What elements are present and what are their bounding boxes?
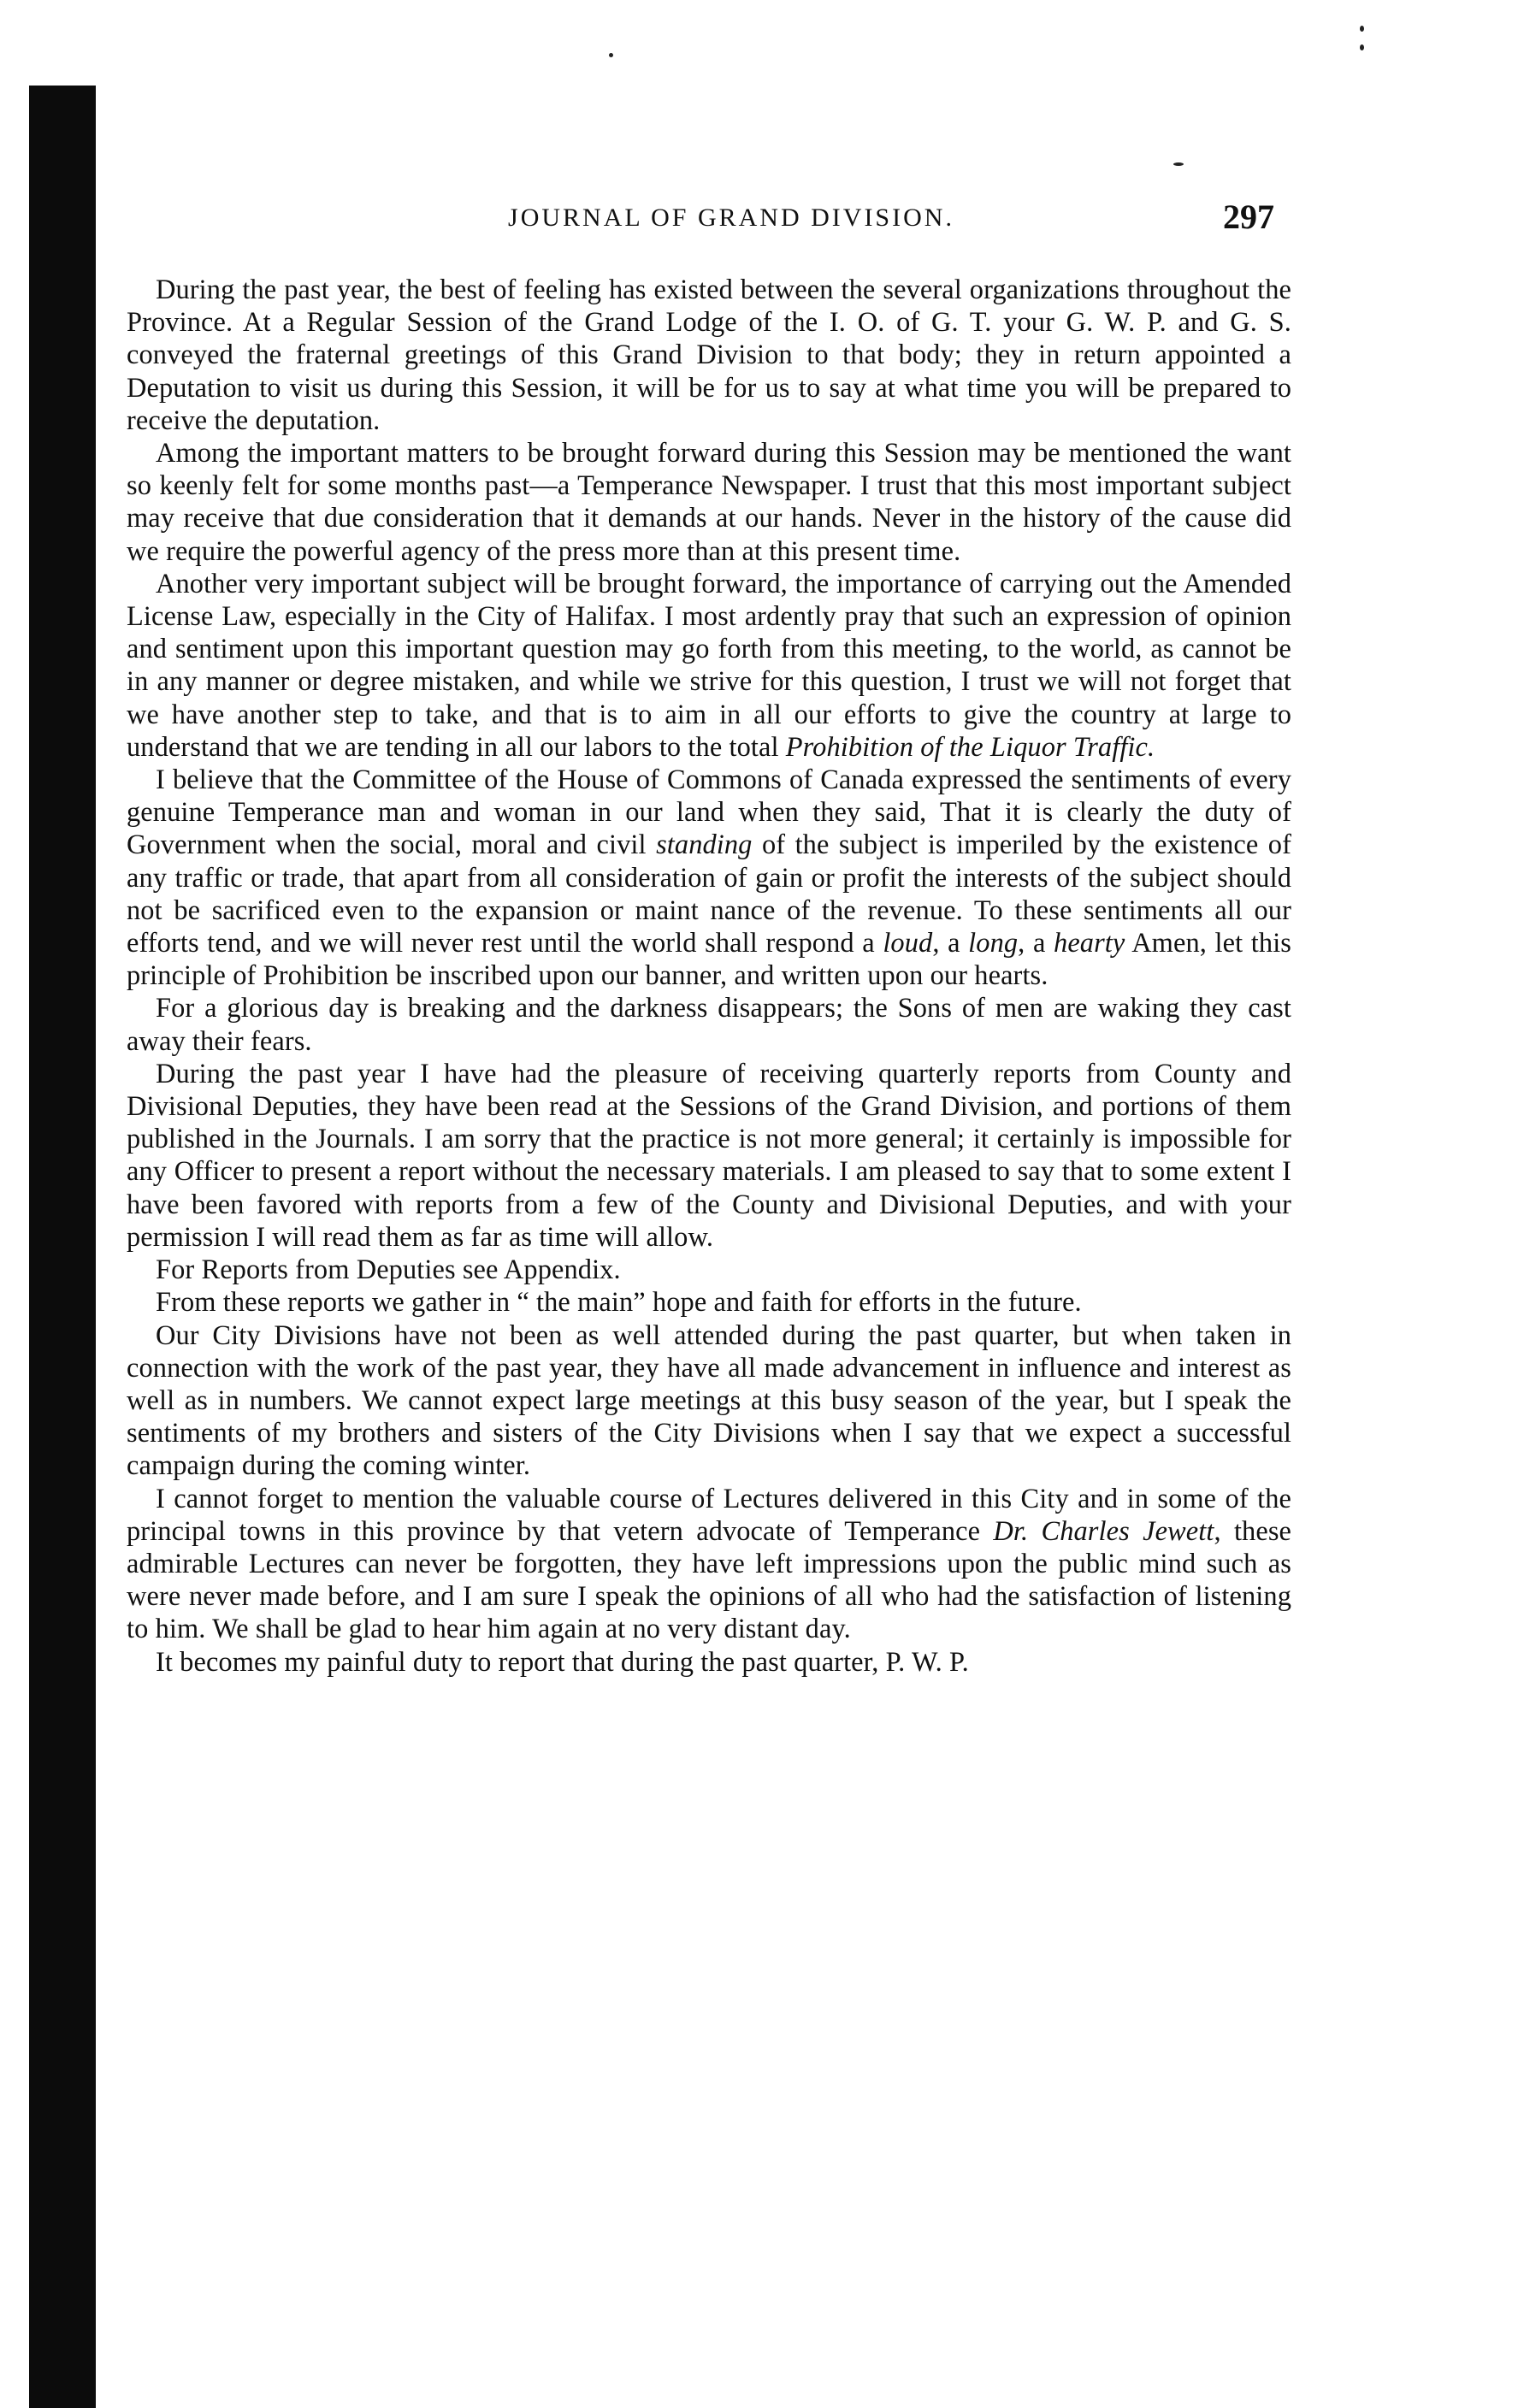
text-run: Amen, let this principle of Prohibition be inscribed upon our banner, and written upon our hearts. (127, 928, 1291, 992)
text-run: For a glorious day is breaking and the darkness disappears; the Sons of men are waking they cast away their fears. (127, 993, 1291, 1057)
text-run: It becomes my painful duty to report that during the past quarter, P. W. P. (156, 1646, 969, 1678)
ink-speck (609, 53, 613, 57)
ink-speck (1360, 26, 1364, 32)
italic-run: standing (656, 829, 753, 861)
paragraph (127, 992, 1291, 1057)
text-run: During the past year, the best of feeling has existed between the several organizations throughout the Province. At a Regular Session of the Grand Lodge of the I. O. of G. T. your G. W. P. and G. S. conveyed the fraternal greetings of this Grand Division to that body; they in return appointed a Deputation to visit us during this Session, it will be for us to say at what time you will be prepared to receive the deputation. (127, 274, 1291, 436)
text-run: Our City Divisions have not been as well attended during the past quarter, but when taken in connection with the work of the past year, they have all made advancement in influence and interest as well as in numbers. We cannot expect large meetings at this busy season of the year, but I speak the sentiments of my brothers and sisters of the City Divisions when I say that we expect a successful campaign during the coming winter. (127, 1319, 1291, 1482)
italic-run: long (968, 928, 1019, 959)
paragraph (127, 1286, 1291, 1319)
page-title: JOURNAL OF GRAND DIVISION. (508, 204, 954, 232)
text-run: Another very important subject will be brought forward, the importance of carrying out the Amended License Law, especially in the City of Halifax. I most ardently pray that such an expression of opinion and sentiment upon this important question may go forth from this meeting, to the world, as cannot be in any manner or degree mistaken, and while we strive for this question, I trust we will not forget that we have another step to take, and that is to aim in all our efforts to give the country at large to understand that we are tending in all our labors to the total (127, 568, 1291, 763)
paragraph (127, 568, 1291, 764)
body-text (120, 274, 1291, 1679)
text-run: , a (1018, 928, 1054, 959)
italic-run: Dr. Charles Jewett (993, 1515, 1214, 1547)
paragraph (127, 437, 1291, 568)
text-run: During the past year I have had the pleasure of receiving quarterly reports from County and Divisional Deputies, they have been read at the Sessions of the Grand Division, and portions of them published in the Journals. I am sorry that the practice is not more general; it certainly is impossible for any Officer to present a report without the necessary materials. I am pleased to say that to some extent I have been favored with reports from a few of the County and Divisional Deputies, and with your permission I will read them as far as time will allow. (127, 1058, 1291, 1253)
spine-shadow (29, 86, 96, 2408)
text-run: For Reports from Deputies see Appendix. (156, 1254, 621, 1286)
italic-run: hearty (1054, 928, 1125, 959)
text-run: , these admirable Lectures can never be forgotten, they have left impressions upon the public mind such as were never made before, and I am sure I speak the opinions of all who had the satisfaction of listening to him. We shall be glad to hear him again at no very distant day. (127, 1515, 1291, 1645)
text-run: I cannot forget to mention the valuable course of Lectures delivered in this City and in some of the principal towns in this province by that vetern advocate of Temperance (127, 1483, 1291, 1547)
paragraph (127, 1254, 1291, 1286)
text-run: Among the important matters to be brought forward during this Session may be mentioned the want so keenly felt for some months past—a Temperance Newspaper. I trust that this most important subject may receive that due consideration that it demands at our hands. Never in the history of the cause did we require the powerful agency of the press more than at this present time. (127, 438, 1291, 567)
binding-spine (0, 0, 109, 2408)
ink-speck (1360, 44, 1364, 50)
running-head (120, 128, 1291, 236)
italic-run: loud (883, 928, 933, 959)
paragraph (127, 1646, 1291, 1679)
paragraph (127, 274, 1291, 437)
italic-run: Prohibition of the Liquor Traffic. (785, 731, 1155, 763)
paragraph (127, 1483, 1291, 1646)
paragraph (127, 1058, 1291, 1254)
page-number: 297 (1223, 198, 1274, 236)
text-run: From these reports we gather in “ the main” hope and faith for efforts in the future. (156, 1287, 1082, 1319)
text-run: of the subject is imperiled by the existence of any traffic or trade, that apart from all consideration of gain or profit the interests of the subject should not be sacrificed even to the expansion or maint nance of the revenue. To these sentiments all our efforts tend, and we will never rest until the world shall respond a (127, 829, 1291, 959)
paragraph (127, 1319, 1291, 1483)
text-run: I believe that the Committee of the House of Commons of Canada expressed the sentiments of every genuine Temperance man and woman in our land when they said, That it is clearly the duty of Government when the social, moral and civil (127, 764, 1291, 861)
text-run: , a (932, 928, 969, 959)
book-page (120, 128, 1291, 1679)
paragraph (127, 764, 1291, 992)
